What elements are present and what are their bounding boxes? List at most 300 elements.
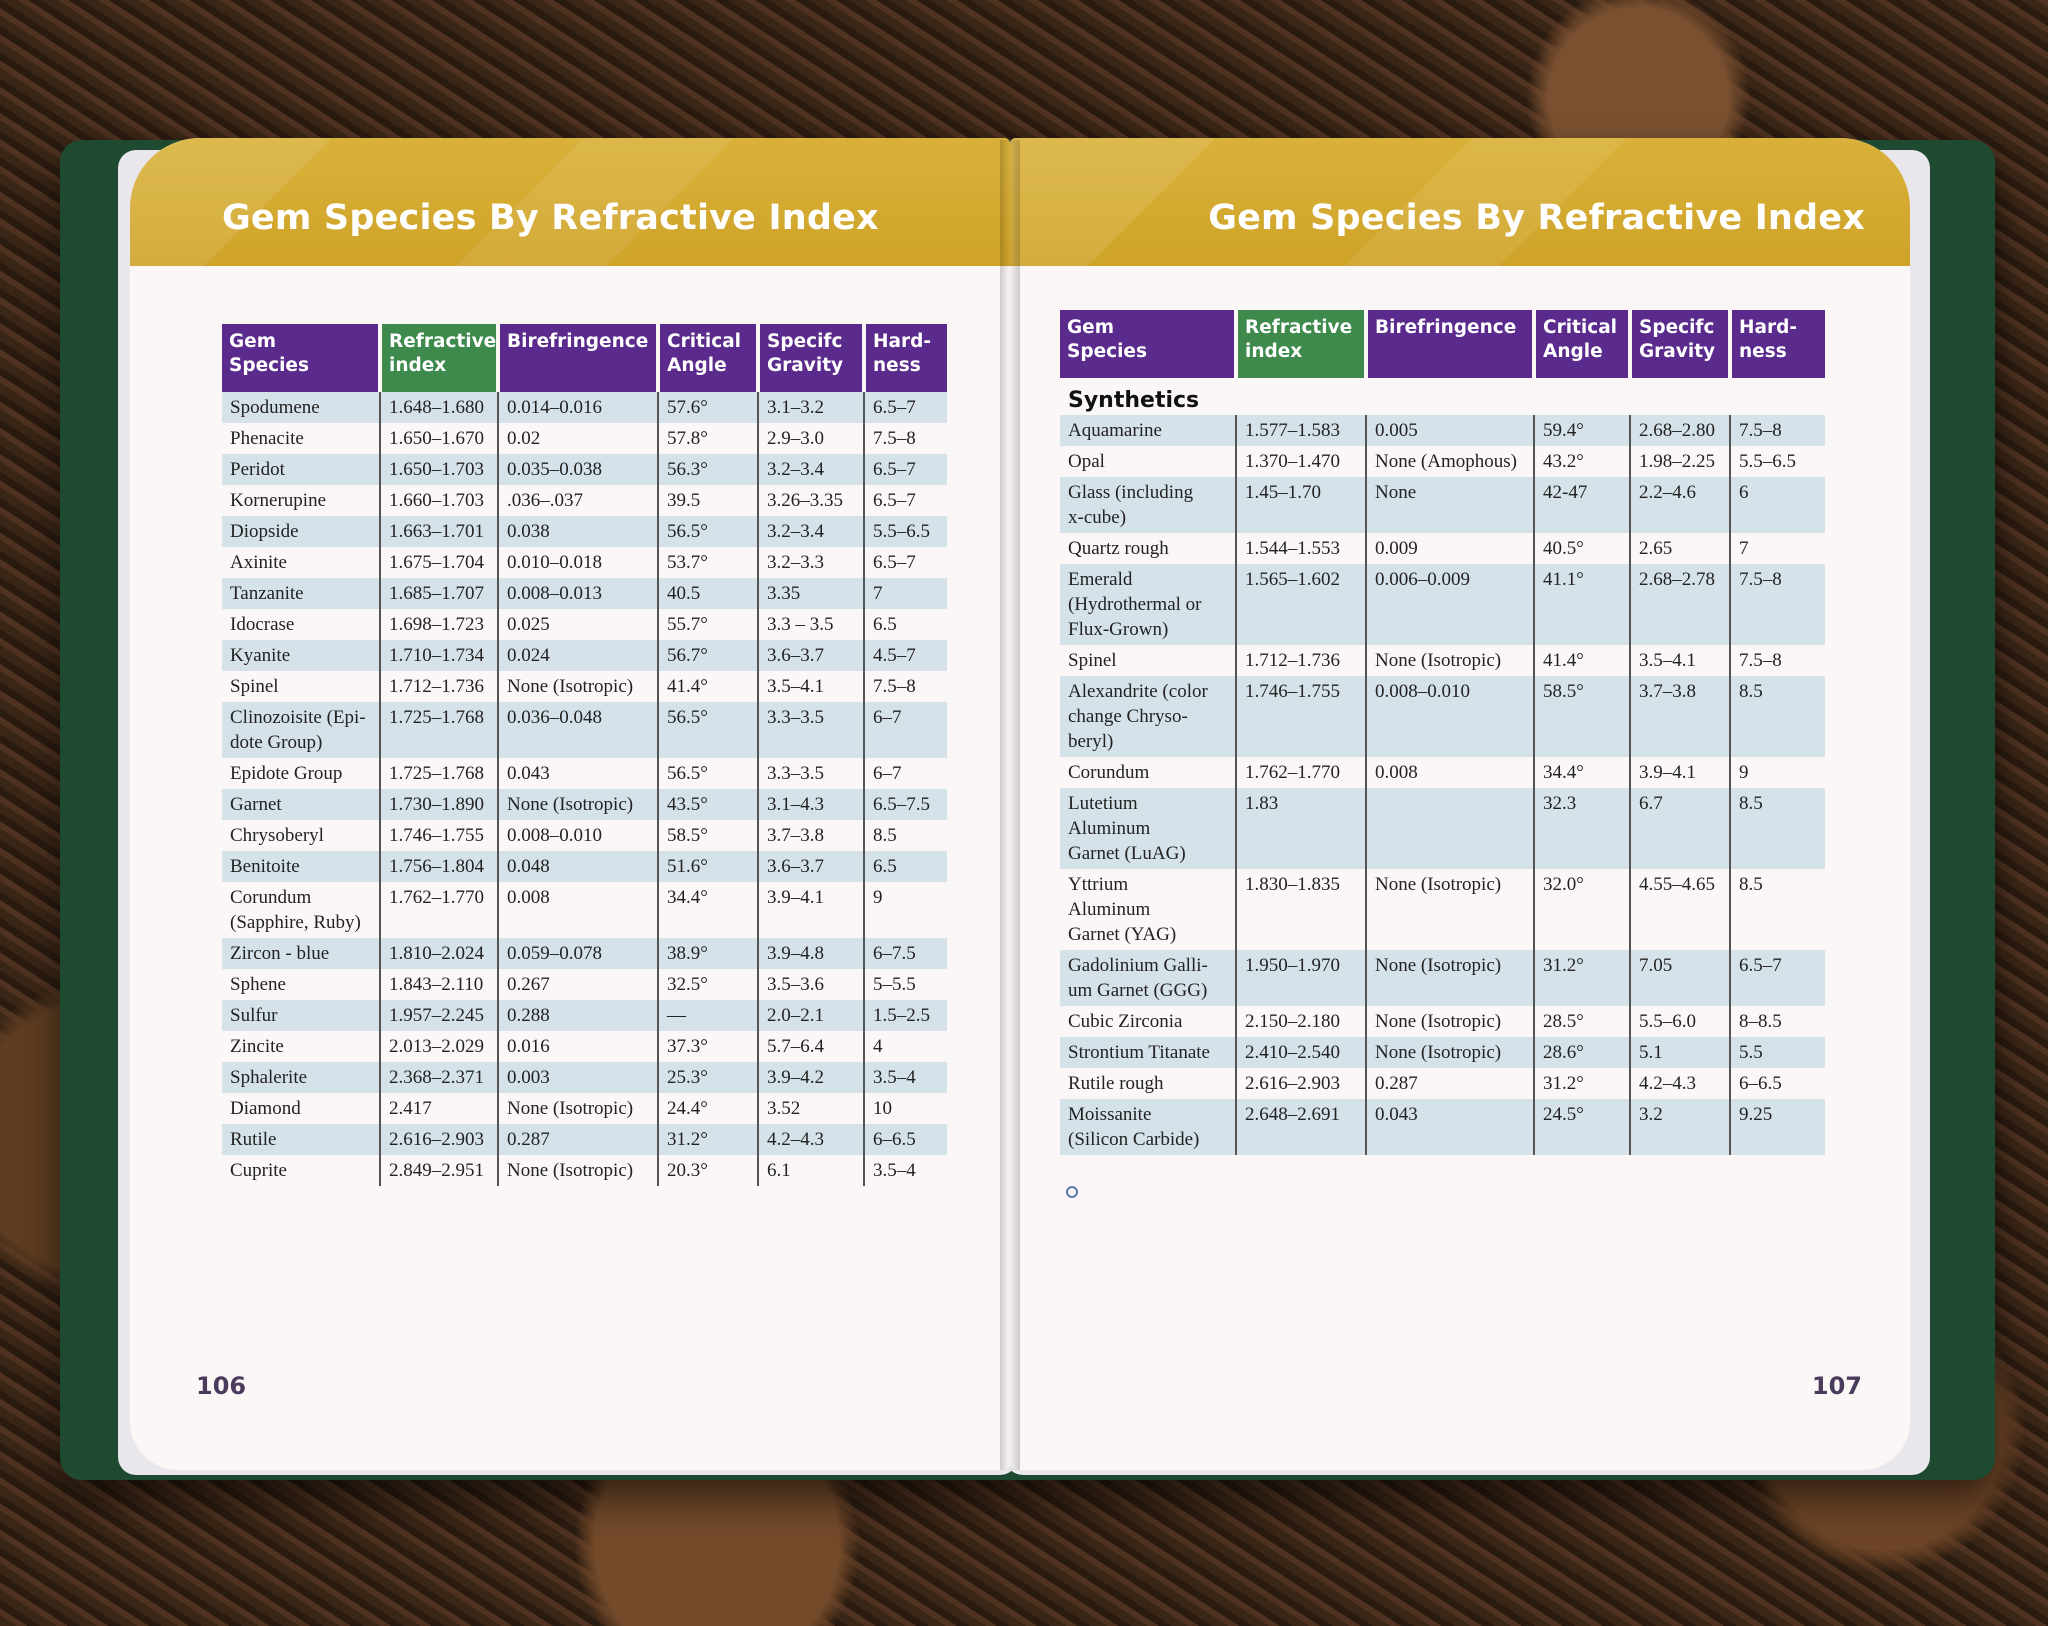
- cell-species: Lutetium Aluminum Garnet (LuAG): [1060, 788, 1236, 869]
- cell-specific-gravity: 3.9–4.1: [758, 882, 864, 938]
- cell-specific-gravity: 3.3–3.5: [758, 702, 864, 758]
- cell-hardness: 5.5–6.5: [1739, 451, 1796, 472]
- cell-birefringence: 0.010–0.018: [498, 547, 658, 578]
- cell-critical-angle: 37.3°: [658, 1031, 758, 1062]
- cell-birefringence: None (Isotropic): [1366, 1006, 1534, 1037]
- table-row: [222, 423, 947, 454]
- cell-critical-angle: 55.7°: [658, 609, 758, 640]
- cell-specific-gravity: 3.6–3.7: [758, 640, 864, 671]
- cell-critical-angle: 40.5: [658, 578, 758, 609]
- cell-birefringence: 0.003: [498, 1062, 658, 1093]
- cell-species: Spodumene: [222, 392, 380, 423]
- table-row: [222, 702, 947, 758]
- cell-hardness: 6.5–7: [1730, 950, 1825, 1006]
- cell-birefringence: 0.048: [498, 851, 658, 882]
- table-header-row: [222, 324, 947, 392]
- header-gem-species: Gem Species: [1060, 310, 1236, 378]
- cell-refractive-index: 1.685–1.707: [380, 578, 498, 609]
- cell-hardness: 6.5–7.5: [864, 789, 947, 820]
- cell-refractive-index: 2.417: [380, 1093, 498, 1124]
- cell-critical-angle: 58.5°: [658, 820, 758, 851]
- cell-refractive-index: 1.730–1.890: [380, 789, 498, 820]
- cell-birefringence: 0.035–0.038: [498, 454, 658, 485]
- table-row: [1060, 564, 1825, 645]
- cell-birefringence: None (Isotropic): [1366, 869, 1534, 950]
- cell-hardness: 7.5–8: [1730, 564, 1825, 645]
- cell-refractive-index: 1.648–1.680: [380, 392, 498, 423]
- cell-hardness: 7.5–8: [873, 676, 916, 697]
- left-page: [130, 138, 1010, 1470]
- cell-birefringence: 0.025: [498, 609, 658, 640]
- cell-birefringence: 0.005: [1366, 415, 1534, 446]
- cell-birefringence: None (Isotropic): [1366, 645, 1534, 676]
- cell-critical-angle: 56.3°: [658, 454, 758, 485]
- cell-hardness: 4.5–7: [864, 640, 947, 671]
- cell-species: Sulfur: [222, 1000, 380, 1031]
- cell-birefringence: None (Isotropic): [498, 789, 658, 820]
- cell-species: Yttrium Aluminum Garnet (YAG): [1060, 869, 1236, 950]
- cell-birefringence: 0.038: [498, 516, 658, 547]
- table-row: [222, 1062, 947, 1093]
- cell-specific-gravity: 3.5–4.1: [758, 671, 864, 702]
- cell-specific-gravity: 5.5–6.0: [1630, 1006, 1730, 1037]
- cell-hardness: 6.5–7: [873, 552, 916, 573]
- cell-refractive-index: 1.843–2.110: [380, 969, 498, 1000]
- cell-critical-angle: 41.1°: [1534, 564, 1630, 645]
- cell-species: Chrysoberyl: [222, 820, 380, 851]
- page-number-left: 106: [196, 1372, 247, 1400]
- header-hardness: Hard- ness: [1730, 310, 1825, 378]
- cell-specific-gravity: 4.2–4.3: [1630, 1068, 1730, 1099]
- table-header-row: [1060, 310, 1825, 378]
- cell-refractive-index: 2.849–2.951: [380, 1155, 498, 1186]
- cell-refractive-index: 2.616–2.903: [1236, 1068, 1366, 1099]
- section-row-synthetics: [1060, 378, 1825, 415]
- table-row: [1060, 676, 1825, 757]
- cell-refractive-index: 1.663–1.701: [380, 516, 498, 547]
- cell-hardness: 1.5–2.5: [864, 1000, 947, 1031]
- cell-specific-gravity: 3.6–3.7: [758, 851, 864, 882]
- cell-critical-angle: 25.3°: [658, 1062, 758, 1093]
- table-row: [222, 609, 947, 640]
- cell-birefringence: 0.287: [1366, 1068, 1534, 1099]
- cell-refractive-index: 1.370–1.470: [1236, 446, 1366, 477]
- cell-birefringence: None: [1366, 477, 1534, 533]
- cell-refractive-index: 1.577–1.583: [1236, 415, 1366, 446]
- table-row: [222, 1093, 947, 1124]
- cell-hardness: 5.5: [1730, 1037, 1825, 1068]
- cell-species: Zircon - blue: [222, 938, 380, 969]
- header-critical-angle: Critical Angle: [1534, 310, 1630, 378]
- right-page-title: Gem Species By Refractive Index: [1208, 198, 1865, 238]
- cell-specific-gravity: 2.9–3.0: [758, 423, 864, 454]
- cell-refractive-index: 1.756–1.804: [380, 851, 498, 882]
- header-specific-gravity: Specifc Gravity: [758, 324, 864, 392]
- cell-hardness: 3.5–4: [864, 1062, 947, 1093]
- cell-critical-angle: 24.4°: [658, 1093, 758, 1124]
- cell-birefringence: 0.043: [1366, 1099, 1534, 1155]
- table-row: [1060, 1037, 1825, 1068]
- cell-species: Quartz rough: [1060, 533, 1236, 564]
- cell-specific-gravity: 2.2–4.6: [1630, 477, 1730, 533]
- cell-refractive-index: 1.830–1.835: [1236, 869, 1366, 950]
- table-row: [222, 1124, 947, 1155]
- header-refractive-index: Refractive index: [380, 324, 498, 392]
- cell-critical-angle: 57.8°: [658, 423, 758, 454]
- cell-specific-gravity: 1.98–2.25: [1630, 446, 1730, 477]
- cell-critical-angle: 32.5°: [658, 969, 758, 1000]
- cell-birefringence: None (Isotropic): [1366, 950, 1534, 1006]
- cell-species: Glass (including x-cube): [1060, 477, 1236, 533]
- cell-hardness: 8–8.5: [1739, 1011, 1782, 1032]
- cell-hardness: 6–7: [864, 702, 947, 758]
- cell-critical-angle: 40.5°: [1534, 533, 1630, 564]
- cell-critical-angle: 56.5°: [658, 702, 758, 758]
- cell-refractive-index: 1.650–1.670: [380, 423, 498, 454]
- table-row: [222, 882, 947, 938]
- table-row: [222, 671, 947, 702]
- cell-specific-gravity: 3.52: [758, 1093, 864, 1124]
- cell-refractive-index: 2.648–2.691: [1236, 1099, 1366, 1155]
- cell-birefringence: None (Isotropic): [498, 671, 658, 702]
- cell-refractive-index: 1.950–1.970: [1236, 950, 1366, 1006]
- section-label-synthetics: Synthetics: [1068, 388, 1200, 413]
- cell-critical-angle: 57.6°: [658, 392, 758, 423]
- table-body-right: [1060, 378, 1825, 1155]
- cell-specific-gravity: 3.2–3.4: [758, 516, 864, 547]
- table-row: [222, 789, 947, 820]
- cell-species: Spinel: [1060, 645, 1236, 676]
- cell-hardness: 5.5–6.5: [864, 516, 947, 547]
- cell-refractive-index: 1.810–2.024: [380, 938, 498, 969]
- table-row: [222, 640, 947, 671]
- cell-specific-gravity: 3.35: [758, 578, 864, 609]
- cell-hardness: 6.5–7: [864, 392, 947, 423]
- cell-species: Garnet: [222, 789, 380, 820]
- cell-species: Kornerupine: [222, 485, 380, 516]
- right-page-banner: [1010, 138, 1910, 266]
- cell-hardness: 4: [873, 1036, 883, 1057]
- cell-critical-angle: 32.3: [1534, 788, 1630, 869]
- cell-birefringence: 0.008–0.010: [498, 820, 658, 851]
- cell-birefringence: None (Isotropic): [498, 1093, 658, 1124]
- cell-birefringence: None (Isotropic): [1366, 1037, 1534, 1068]
- cell-critical-angle: 34.4°: [1534, 757, 1630, 788]
- cell-critical-angle: 56.7°: [658, 640, 758, 671]
- cell-refractive-index: 1.83: [1236, 788, 1366, 869]
- cell-refractive-index: 1.957–2.245: [380, 1000, 498, 1031]
- cell-species: Phenacite: [222, 423, 380, 454]
- cell-birefringence: 0.008–0.013: [498, 578, 658, 609]
- cell-specific-gravity: 3.7–3.8: [758, 820, 864, 851]
- cell-specific-gravity: 3.2: [1630, 1099, 1730, 1155]
- cell-hardness: 5–5.5: [873, 974, 916, 995]
- cell-refractive-index: 2.368–2.371: [380, 1062, 498, 1093]
- table-row: [222, 938, 947, 969]
- cell-hardness: 8.5: [1730, 676, 1825, 757]
- right-page: [1010, 138, 1910, 1470]
- cell-refractive-index: 2.410–2.540: [1236, 1037, 1366, 1068]
- cell-critical-angle: 32.0°: [1534, 869, 1630, 950]
- table-row: [1060, 1099, 1825, 1155]
- cell-refractive-index: 1.762–1.770: [1236, 757, 1366, 788]
- cell-refractive-index: 2.013–2.029: [380, 1031, 498, 1062]
- cell-refractive-index: 1.712–1.736: [380, 671, 498, 702]
- cell-hardness: 8.5: [873, 825, 897, 846]
- cell-species: Peridot: [222, 454, 380, 485]
- left-page-banner: [130, 138, 1010, 266]
- cell-hardness: 7.5–8: [1730, 415, 1825, 446]
- table-row: [1060, 415, 1825, 446]
- cell-hardness: 6: [1730, 477, 1825, 533]
- cell-critical-angle: 24.5°: [1534, 1099, 1630, 1155]
- cell-hardness: 10: [873, 1098, 892, 1119]
- table-row: [222, 392, 947, 423]
- cell-specific-gravity: 3.1–4.3: [758, 789, 864, 820]
- cell-birefringence: 0.008–0.010: [1366, 676, 1534, 757]
- cell-specific-gravity: 3.7–3.8: [1630, 676, 1730, 757]
- header-specific-gravity: Specifc Gravity: [1630, 310, 1730, 378]
- cell-refractive-index: 1.725–1.768: [380, 702, 498, 758]
- header-critical-angle: Critical Angle: [658, 324, 758, 392]
- cell-refractive-index: 1.746–1.755: [1236, 676, 1366, 757]
- cell-hardness: 7: [864, 578, 947, 609]
- cell-hardness: 7.5–8: [1739, 650, 1782, 671]
- cell-birefringence: 0.267: [498, 969, 658, 1000]
- table-row: [1060, 1006, 1825, 1037]
- table-row: [1060, 533, 1825, 564]
- table-row: [222, 1155, 947, 1186]
- cell-birefringence: 0.288: [498, 1000, 658, 1031]
- cell-hardness: 3.5–4: [873, 1160, 916, 1181]
- table-row: [1060, 477, 1825, 533]
- cell-birefringence: [1366, 788, 1534, 869]
- cell-species: Strontium Titanate: [1060, 1037, 1236, 1068]
- cell-hardness: 8.5: [1730, 788, 1825, 869]
- cell-birefringence: .036–.037: [498, 485, 658, 516]
- table-row: [1060, 788, 1825, 869]
- table-row: [222, 578, 947, 609]
- gem-species-table-right: [1060, 310, 1825, 1155]
- cell-hardness: 6–6.5: [1739, 1073, 1782, 1094]
- cell-critical-angle: 43.2°: [1534, 446, 1630, 477]
- cell-hardness: 6–6.5: [864, 1124, 947, 1155]
- table-row: [222, 1031, 947, 1062]
- cell-refractive-index: 1.710–1.734: [380, 640, 498, 671]
- cell-specific-gravity: 3.26–3.35: [758, 485, 864, 516]
- cell-refractive-index: 1.698–1.723: [380, 609, 498, 640]
- gem-species-table-left: [222, 324, 947, 1186]
- cell-species: Diamond: [222, 1093, 380, 1124]
- cell-species: Diopside: [222, 516, 380, 547]
- table-body-left: [222, 392, 947, 1186]
- cell-refractive-index: 2.150–2.180: [1236, 1006, 1366, 1037]
- table-row: [1060, 1068, 1825, 1099]
- cell-birefringence: 0.02: [498, 423, 658, 454]
- cell-birefringence: 0.016: [498, 1031, 658, 1062]
- header-gem-species: Gem Species: [222, 324, 380, 392]
- cell-specific-gravity: 3.2–3.4: [758, 454, 864, 485]
- cell-refractive-index: 1.675–1.704: [380, 547, 498, 578]
- cell-specific-gravity: 3.5–4.1: [1630, 645, 1730, 676]
- cell-species: Epidote Group: [222, 758, 380, 789]
- cell-specific-gravity: 3.5–3.6: [758, 969, 864, 1000]
- cell-critical-angle: 51.6°: [658, 851, 758, 882]
- table-row: [222, 851, 947, 882]
- cell-specific-gravity: 2.0–2.1: [758, 1000, 864, 1031]
- cell-hardness: 8.5: [1739, 874, 1763, 895]
- cell-species: Axinite: [222, 547, 380, 578]
- cell-specific-gravity: 2.68–2.78: [1630, 564, 1730, 645]
- cell-specific-gravity: 3.3–3.5: [758, 758, 864, 789]
- cell-critical-angle: 42-47: [1534, 477, 1630, 533]
- table-row: [1060, 446, 1825, 477]
- cell-hardness: 9.25: [1730, 1099, 1825, 1155]
- cell-hardness: 6.5: [873, 614, 897, 635]
- cell-refractive-index: 1.746–1.755: [380, 820, 498, 851]
- cell-critical-angle: 39.5: [658, 485, 758, 516]
- cell-species: Emerald (Hydrothermal or Flux-Grown): [1060, 564, 1236, 645]
- cell-critical-angle: 58.5°: [1534, 676, 1630, 757]
- bullet-ring-icon: [1066, 1186, 1078, 1198]
- cell-critical-angle: 38.9°: [658, 938, 758, 969]
- cell-species: Gadolinium Galli- um Garnet (GGG): [1060, 950, 1236, 1006]
- cell-refractive-index: 1.660–1.703: [380, 485, 498, 516]
- cell-species: Clinozoisite (Epi- dote Group): [222, 702, 380, 758]
- table-row: [1060, 869, 1825, 950]
- cell-species: Alexandrite (color change Chryso- beryl): [1060, 676, 1236, 757]
- cell-refractive-index: 1.712–1.736: [1236, 645, 1366, 676]
- table-row: [1060, 645, 1825, 676]
- cell-birefringence: 0.008: [1366, 757, 1534, 788]
- cell-species: Rutile: [222, 1124, 380, 1155]
- cell-critical-angle: 43.5°: [658, 789, 758, 820]
- cell-specific-gravity: 2.65: [1630, 533, 1730, 564]
- cell-critical-angle: 34.4°: [658, 882, 758, 938]
- left-page-title: Gem Species By Refractive Index: [222, 198, 879, 238]
- cell-specific-gravity: 7.05: [1630, 950, 1730, 1006]
- cell-specific-gravity: 3.2–3.3: [758, 547, 864, 578]
- cell-hardness: 9: [873, 887, 883, 908]
- cell-hardness: 7: [1739, 538, 1749, 559]
- cell-hardness: 6–7: [873, 763, 902, 784]
- cell-critical-angle: 28.6°: [1534, 1037, 1630, 1068]
- cell-specific-gravity: 3.1–3.2: [758, 392, 864, 423]
- header-birefringence: Birefringence: [1366, 310, 1534, 378]
- cell-refractive-index: 1.45–1.70: [1236, 477, 1366, 533]
- table-row: [222, 547, 947, 578]
- cell-refractive-index: 1.565–1.602: [1236, 564, 1366, 645]
- cell-hardness: 9: [1739, 762, 1749, 783]
- cell-refractive-index: 1.762–1.770: [380, 882, 498, 938]
- cell-critical-angle: 20.3°: [658, 1155, 758, 1186]
- table-row: [222, 1000, 947, 1031]
- table-row: [222, 758, 947, 789]
- table-row: [222, 516, 947, 547]
- cell-birefringence: None (Amophous): [1366, 446, 1534, 477]
- cell-refractive-index: 2.616–2.903: [380, 1124, 498, 1155]
- cell-critical-angle: 53.7°: [658, 547, 758, 578]
- cell-species: Corundum (Sapphire, Ruby): [222, 882, 380, 938]
- cell-hardness: 6.5: [864, 851, 947, 882]
- cell-critical-angle: 31.2°: [1534, 950, 1630, 1006]
- table-row: [1060, 757, 1825, 788]
- cell-critical-angle: 28.5°: [1534, 1006, 1630, 1037]
- cell-specific-gravity: 2.68–2.80: [1630, 415, 1730, 446]
- cell-specific-gravity: 5.7–6.4: [758, 1031, 864, 1062]
- table-row: [1060, 950, 1825, 1006]
- cell-species: Zincite: [222, 1031, 380, 1062]
- cell-species: Sphalerite: [222, 1062, 380, 1093]
- cell-critical-angle: —: [658, 1000, 758, 1031]
- cell-birefringence: 0.059–0.078: [498, 938, 658, 969]
- cell-specific-gravity: 3.9–4.8: [758, 938, 864, 969]
- cell-specific-gravity: 3.3 – 3.5: [758, 609, 864, 640]
- cell-species: Rutile rough: [1060, 1068, 1236, 1099]
- table-row: [222, 454, 947, 485]
- table-row: [222, 969, 947, 1000]
- cell-specific-gravity: 4.55–4.65: [1630, 869, 1730, 950]
- cell-specific-gravity: 4.2–4.3: [758, 1124, 864, 1155]
- cell-birefringence: None (Isotropic): [498, 1155, 658, 1186]
- cell-critical-angle: 41.4°: [658, 671, 758, 702]
- cell-refractive-index: 1.544–1.553: [1236, 533, 1366, 564]
- cell-species: Opal: [1060, 446, 1236, 477]
- header-birefringence: Birefringence: [498, 324, 658, 392]
- cell-specific-gravity: 3.9–4.1: [1630, 757, 1730, 788]
- cell-specific-gravity: 3.9–4.2: [758, 1062, 864, 1093]
- cell-birefringence: 0.043: [498, 758, 658, 789]
- cell-species: Kyanite: [222, 640, 380, 671]
- cell-hardness: 7.5–8: [873, 428, 916, 449]
- table-row: [222, 820, 947, 851]
- cell-species: Aquamarine: [1060, 415, 1236, 446]
- table-row: [222, 485, 947, 516]
- cell-specific-gravity: 6.1: [758, 1155, 864, 1186]
- cell-hardness: 6–7.5: [864, 938, 947, 969]
- cell-birefringence: 0.024: [498, 640, 658, 671]
- cell-birefringence: 0.008: [498, 882, 658, 938]
- cell-birefringence: 0.036–0.048: [498, 702, 658, 758]
- cell-critical-angle: 31.2°: [1534, 1068, 1630, 1099]
- cell-species: Cuprite: [222, 1155, 380, 1186]
- cell-specific-gravity: 6.7: [1630, 788, 1730, 869]
- cell-species: Sphene: [222, 969, 380, 1000]
- cell-critical-angle: 56.5°: [658, 516, 758, 547]
- cell-hardness: 6.5–7: [864, 454, 947, 485]
- cell-species: Tanzanite: [222, 578, 380, 609]
- cell-species: Cubic Zirconia: [1060, 1006, 1236, 1037]
- header-refractive-index: Refractive index: [1236, 310, 1366, 378]
- cell-critical-angle: 41.4°: [1534, 645, 1630, 676]
- book-gutter: [1000, 140, 1020, 1470]
- cell-refractive-index: 1.650–1.703: [380, 454, 498, 485]
- page-number-right: 107: [1811, 1372, 1862, 1400]
- cell-birefringence: 0.006–0.009: [1366, 564, 1534, 645]
- cell-species: Moissanite (Silicon Carbide): [1060, 1099, 1236, 1155]
- cell-birefringence: 0.009: [1366, 533, 1534, 564]
- cell-birefringence: 0.014–0.016: [498, 392, 658, 423]
- cell-refractive-index: 1.725–1.768: [380, 758, 498, 789]
- cell-critical-angle: 56.5°: [658, 758, 758, 789]
- cell-specific-gravity: 5.1: [1630, 1037, 1730, 1068]
- cell-species: Corundum: [1060, 757, 1236, 788]
- cell-critical-angle: 31.2°: [658, 1124, 758, 1155]
- cell-species: Benitoite: [222, 851, 380, 882]
- cell-birefringence: 0.287: [498, 1124, 658, 1155]
- cell-hardness: 6.5–7: [873, 490, 916, 511]
- cell-species: Spinel: [222, 671, 380, 702]
